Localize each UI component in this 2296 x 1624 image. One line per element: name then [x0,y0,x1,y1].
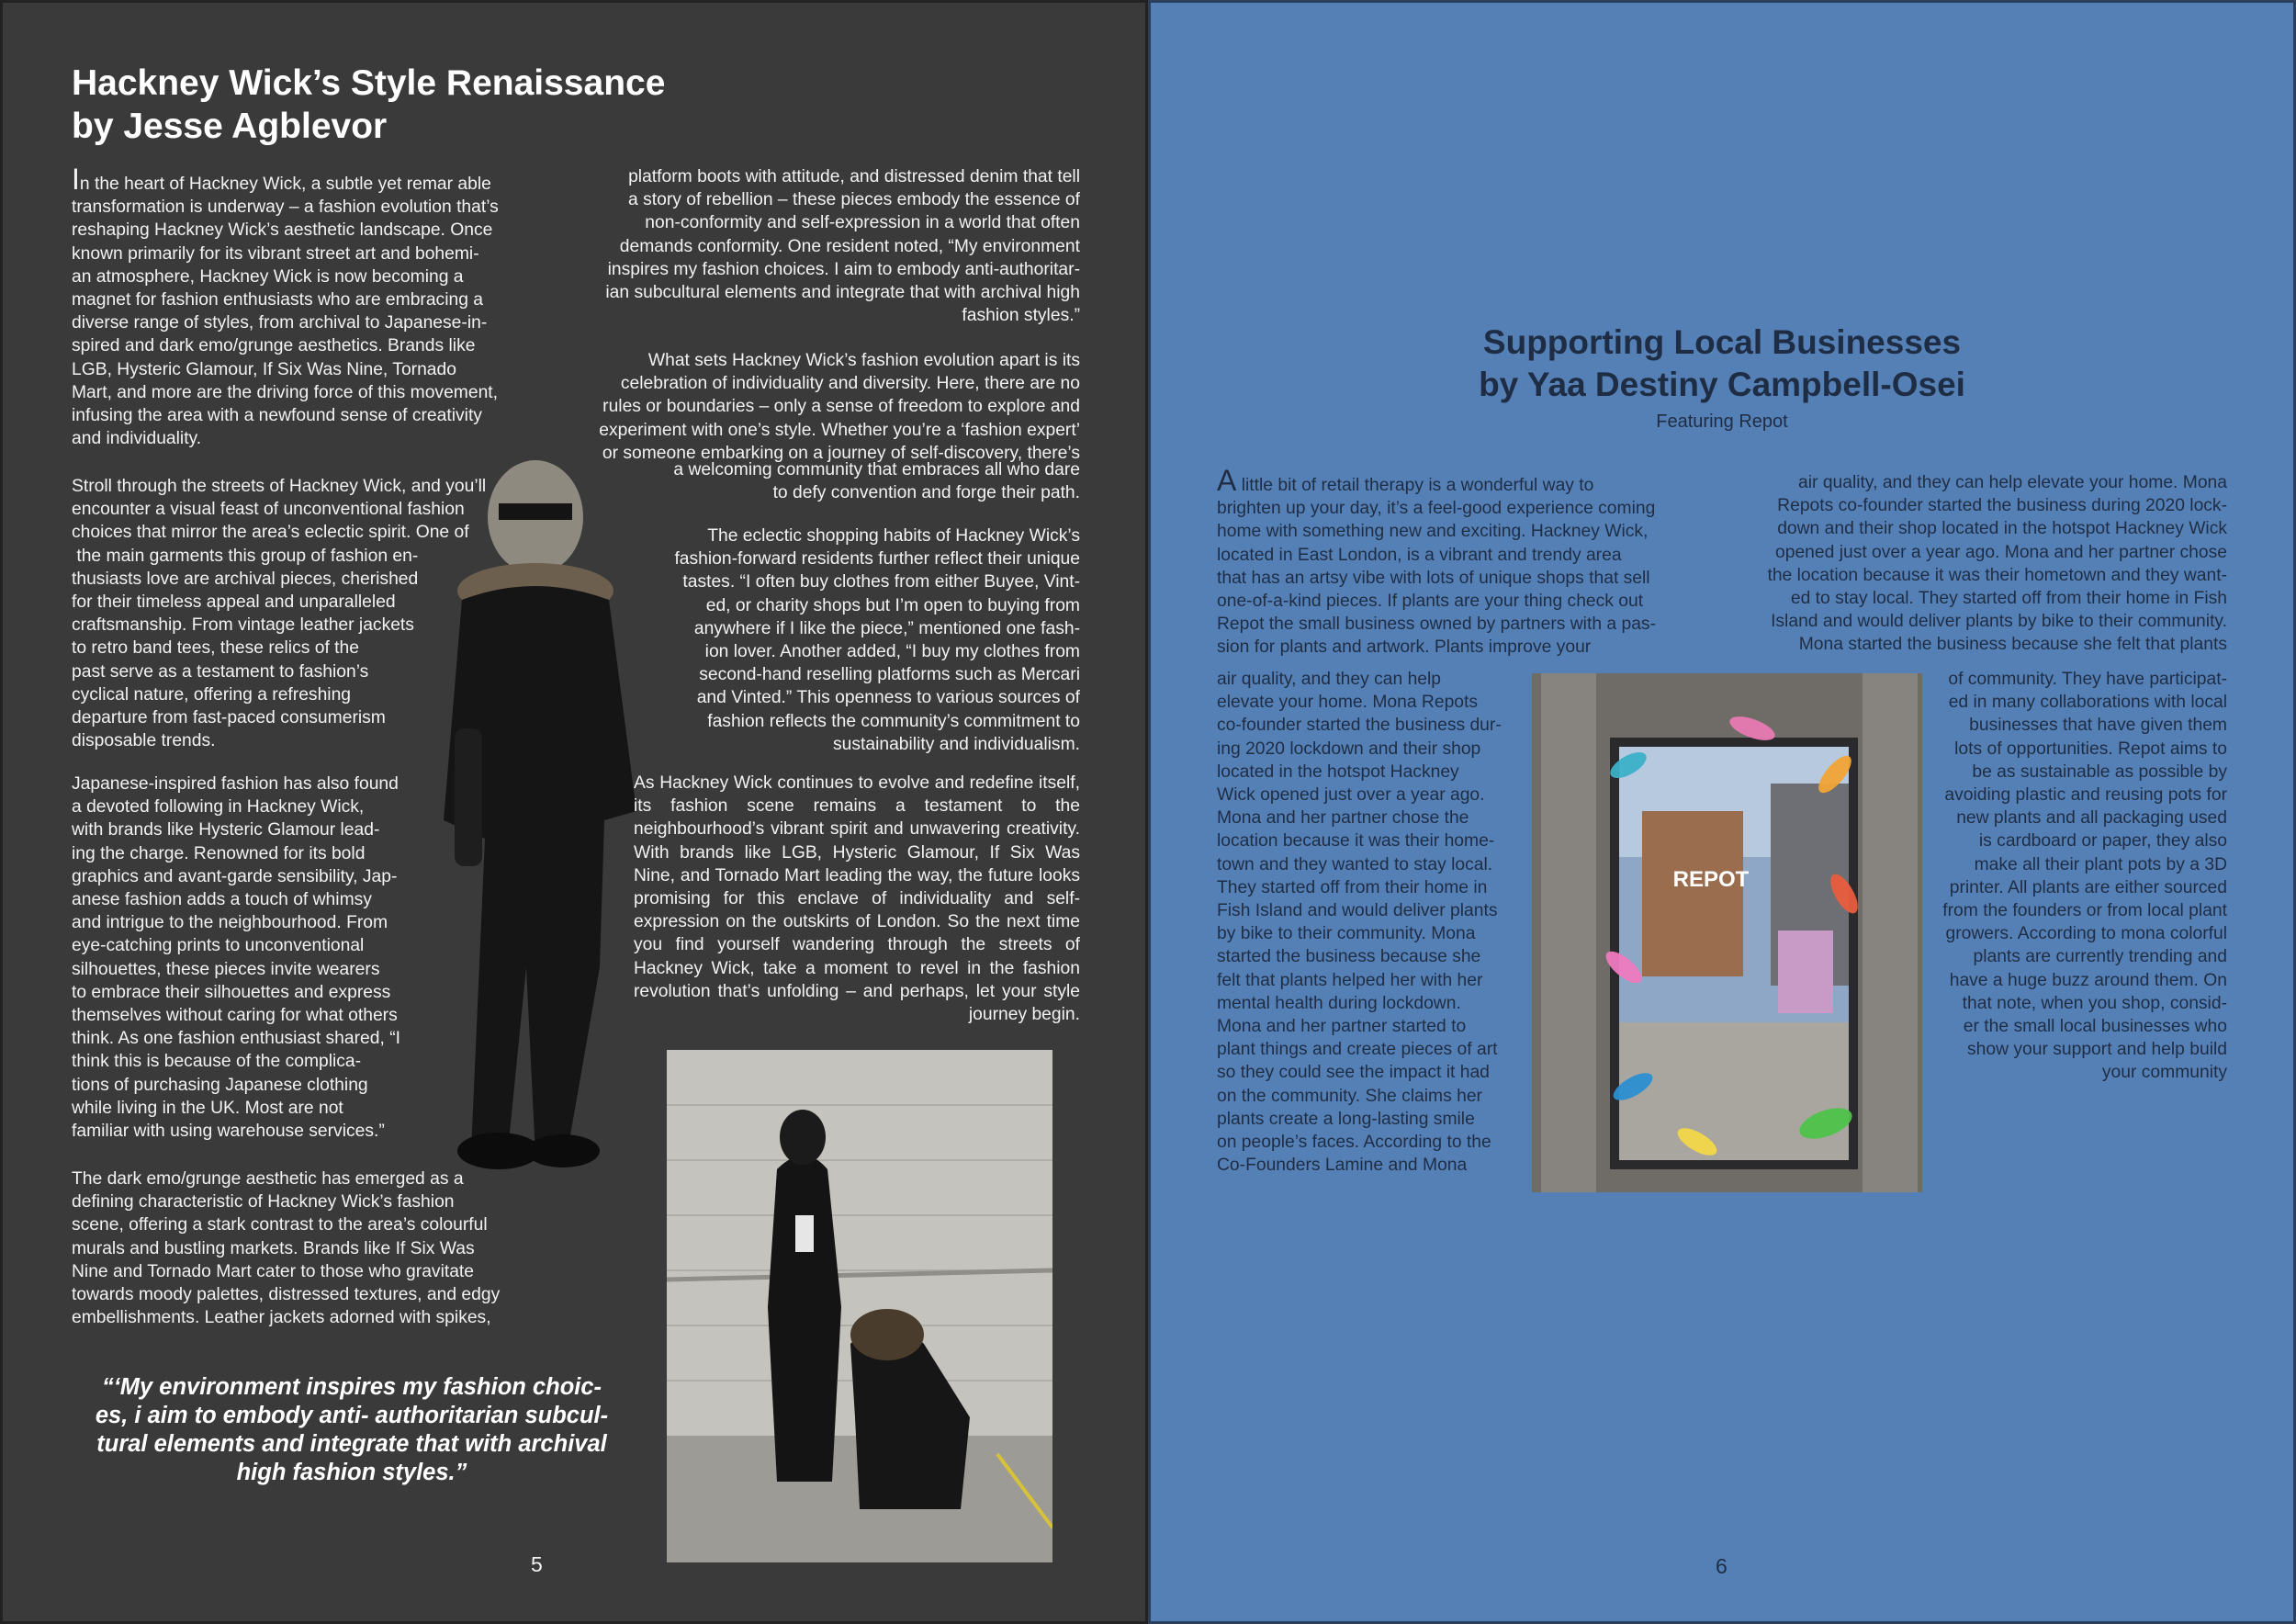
repot-shop-photo [1532,673,1922,1192]
right-col1-narrow-line: plants create a long-lasting smile [1217,1109,1475,1129]
right-col2-narrow-line: is cardboard or paper, they also [1978,831,2227,851]
right-col1-narrow-line: on the community. She claims her [1217,1086,1482,1106]
right-col1-narrow-line: Mona and her partner chose the [1217,808,1469,829]
right-col1-narrow-line: Mona and her partner started to [1217,1017,1467,1037]
left-col1-p3-line: eye-catching prints to unconventional [72,936,365,956]
right-col1-line: home with something new and exciting. Hackney Wick, [1217,522,1649,542]
left-col2-p3-line: fashion reflects the community’s commitment to [707,711,1080,731]
left-col2-p1-line: ian subcultural elements and integrate that with archival high [605,283,1080,303]
left-col1-p1-line: spired and dark emo/grunge aesthetics. Brands like [72,336,476,356]
right-col2-line: the location because it was their hometown and they want- [1767,565,2227,585]
left-col2-p2-line: celebration of individuality and diversity. Here, there are no [620,374,1080,394]
right-col1-line: Repot the small business owned by partners with a pas- [1217,615,1656,635]
left-col1-p3-line: themselves without caring for what others [72,1006,398,1026]
left-col2-p2-line: experiment with one’s style. Whether you’re a ‘fashion expert’ [599,420,1080,440]
article-title-2 [1148,321,2296,406]
left-col1-block4 [72,1167,549,1329]
right-col1-narrow-line: felt that plants helped her with her [1217,970,1483,990]
article-title-line1: Hackney Wick’s Style Renaissance [72,63,666,103]
right-col1-narrow-line: started the business because she [1217,947,1481,967]
left-col1-p3-line: while living in the UK. Most are not [72,1098,343,1118]
right-col1-narrow-line: elevate your home. Mona Repots [1217,693,1479,713]
left-col1-p3-line: Japanese-inspired fashion has also found [72,774,399,794]
right-col2-narrow-line: avoiding plastic and reusing pots for [1944,785,2227,806]
left-col2-p2-line: rules or boundaries – only a sense of freedom to explore and [602,397,1080,417]
left-col1-p2-line: for their timeless appeal and unparalleled [72,592,396,613]
right-col1-narrow-line: by bike to their community. Mona [1217,924,1476,944]
right-col1-narrow-line: They started off from their home in [1217,877,1488,897]
right-col2-narrow-line: growers. According to mona colorful [1945,924,2227,944]
right-col1-line: sion for plants and artwork. Plants improve your [1217,637,1592,658]
left-col2-p1-line: demands conformity. One resident noted, “My environment [619,236,1080,256]
right-col1-line: little bit of retail therapy is a wonderful way to [1236,476,1594,495]
right-col1-narrow-line: plant things and create pieces of art [1217,1040,1498,1060]
right-col1-narrow-line: Fish Island and would deliver plants [1217,901,1498,921]
left-col1-p2-line: cyclical nature, offering a refreshing [72,684,352,705]
pull-quote: “‘My environment inspires my fashion choic-es, i aim to embody anti- authoritarian subcul-tural elements and integrate that with archival high fashion styles.” [95,1374,609,1485]
left-col1-p3-line: graphics and avant-garde sensibility, Jap- [72,866,398,886]
right-col2-narrow-line: of community. They have participat- [1948,670,2227,689]
right-col1-narrow-line: so they could see the impact it had [1217,1063,1490,1083]
article-title [72,62,665,148]
right-col2-line: Repots co-founder started the business during 2020 lock- [1777,496,2227,516]
right-col2-narrow-line: be as sustainable as possible by [1972,761,2227,782]
right-col1-line: one-of-a-kind pieces. If plants are your thing check out [1217,592,1644,612]
right-col1-narrow-line: town and they wanted to stay local. [1217,854,1493,874]
left-col2-p1-line: a story of rebellion – these pieces embody the essence of [628,190,1080,210]
left-col1-p2-line: choices that mirror the area’s eclectic spirit. One of [72,523,469,543]
left-col2-block3 [600,524,1080,756]
right-col1-narrow-line: located in the hotspot Hackney [1217,761,1459,782]
left-col1-p1-line: transformation is underway – a fashion evolution that’s [72,197,499,218]
left-col1-p3-line: tions of purchasing Japanese clothing [72,1075,368,1095]
left-col1-p2-line: craftsmanship. From vintage leather jackets [72,615,414,636]
left-col1-p3-line: silhouettes, these pieces invite wearers [72,959,380,979]
left-col2-p1-line: platform boots with attitude, and distressed denim that tell [628,167,1080,186]
article-title-2-line1: Supporting Local Businesses [1482,323,1962,361]
left-col2-block2 [549,349,1080,465]
left-col2-p3-line: sustainability and individualism. [832,734,1080,754]
right-col2-narrow-line: show your support and help build [1967,1040,2227,1060]
right-col2-top [1708,471,2227,657]
left-col1-p4-line: scene, offering a stark contrast to the area’s colourful [72,1215,488,1235]
right-col1-narrow-line: mental health during lockdown. [1217,993,1461,1013]
right-col1-narrow-line: Wick opened just over a year ago. [1217,785,1485,806]
left-col2-p3-line: tastes. “I often buy clothes from either Buyee, Vint- [682,572,1080,592]
left-col2-block1 [549,165,1080,327]
left-col1-p3-line: to embrace their silhouettes and express [72,982,391,1002]
left-col1-p4-line: murals and bustling markets. Brands like If Six Was [72,1238,475,1258]
right-col1-narrow-line: on people’s faces. According to the [1217,1133,1491,1153]
right-col1-narrow-line: co-founder started the business dur- [1217,716,1502,736]
right-col2-narrow-line: your community [2101,1063,2227,1083]
left-col2-p3-line: ion lover. Another added, “I buy my clothes from [704,642,1080,662]
article-byline-2: by Yaa Destiny Campbell-Osei [1479,366,1965,403]
left-col1-p1-line: Mart, and more are the driving force of this movement, [72,382,499,402]
right-col1-narrow [1217,668,1529,1177]
right-col1-top [1217,464,1704,660]
left-col1-p1-line: diverse range of styles, from archival to Japanese-in- [72,313,488,333]
left-col2-p2b-line: to defy convention and forge their path. [772,483,1080,503]
left-col1-p2-line: encounter a visual feast of unconventional fashion [72,500,465,520]
left-col2-p1-line: inspires my fashion choices. I aim to embody anti-authoritar- [607,259,1080,279]
left-col2-p3-line: ed, or charity shops but I’m open to buying from [705,595,1080,615]
dropcap-2: A [1217,464,1237,497]
left-col2-p2-line: or someone embarking on a journey of self-discovery, there’s [602,443,1080,463]
right-col2-line: Mona started the business because she felt that plants [1798,635,2227,655]
right-col2-narrow-line: from the founders or from local plant [1942,901,2227,921]
right-col2-narrow-line: plants are currently trending and [1973,947,2227,967]
left-col1-p2-line: past serve as a testament to fashion’s [72,661,369,682]
left-col1-p3-line: think. As one fashion enthusiast shared, “I [72,1029,400,1049]
right-col2-narrow-line: have a huge buzz around them. On [1949,970,2227,990]
left-col1-p2-line: thusiasts love are archival pieces, cherished [72,569,419,589]
left-col1-p3-line: ing the charge. Renowned for its bold [72,843,366,863]
left-col2-p3-line: The eclectic shopping habits of Hackney Wick’s [707,526,1080,546]
right-col2-line: Island and would deliver plants by bike to their community. [1771,612,2227,632]
left-col1-p1-line: reshaping Hackney Wick’s aesthetic landscape. Once [72,220,493,241]
left-col1-p3-line: think this is because of the complica- [72,1052,362,1072]
right-col1-line: brighten up your day, it’s a feel-good experience coming [1217,499,1656,519]
right-col2-narrow-line: that note, when you shop, consid- [1962,993,2227,1013]
right-col1-line: that has an artsy vibe with lots of unique shops that sell [1217,568,1650,588]
left-col1-p2-line: Stroll through the streets of Hackney Wick, and you’ll [72,477,487,496]
right-col2-line: air quality, and they can help elevate your home. Mona [1798,473,2227,492]
left-col1-p3-line: and intrigue to the neighbourhood. From [72,913,388,933]
right-col2-narrow-line: new plants and all packaging used [1956,808,2227,829]
left-col2-p3-line: second-hand reselling platforms such as Mercari [699,665,1080,685]
left-col2-final-paragraph: As Hackney Wick continues to evolve and redefine itself, its fashion scene remains a testament to the neighbourhood’s vibrant spirit and unwavering creativity. With brands like LGB, Hysteric Glamour, If Six Was Nine, and Tornado Mart leading the way, the future looks promising for this enclave of individuality and self-expression on the outskirts of London. So the next time you find yourself wandering through the streets of Hackney Wick, take a moment to revel in the fashion revolution that’s unfolding – and perhaps, let your style journey begin. [634,773,1080,1025]
left-col1-p3-line: with brands like Hysteric Glamour lead- [72,820,380,840]
article-subtitle: Featuring Repot [1656,412,1788,432]
right-col1-narrow-line: location because it was their home- [1217,831,1495,851]
left-col1-p3-line: a devoted following in Hackney Wick, [72,797,365,818]
page-number: 5 [531,1552,543,1576]
dropcap: I [72,163,80,196]
right-col2-line: opened just over a year ago. Mona and her partner chose [1775,542,2227,562]
left-col2-p2b-line: a welcoming community that embraces all who dare [673,460,1080,479]
left-col1-p1-line: magnet for fashion enthusiasts who are embracing a [72,290,484,310]
right-col2-narrow-line: ed in many collaborations with local [1948,693,2227,713]
repot-sign: REPOT [1672,867,1750,892]
left-col1-p1-line: infusing the area with a newfound sense of creativity [72,406,482,426]
page-number-2: 6 [1716,1554,1728,1578]
left-col2-p3-line: anywhere if I like the piece,” mentioned one fash- [693,618,1080,638]
left-col2-p3-line: fashion-forward residents further reflect their unique [674,549,1080,570]
left-col1-block1 [72,163,549,450]
left-col1-p2-line: departure from fast-paced consumerism [72,708,386,728]
left-col1-p4-line: defining characteristic of Hackney Wick’s fashion [72,1192,455,1212]
two-people-photo [667,1050,1052,1562]
left-col1-p4-line: The dark emo/grunge aesthetic has emerged as a [72,1169,464,1189]
right-col2-narrow-line: er the small local businesses who [1963,1017,2227,1037]
left-col2-p1-line: non-conformity and self-expression in a world that often [645,213,1080,233]
right-col2-narrow [1919,668,2227,1085]
left-col1-p1-line: LGB, Hysteric Glamour, If Six Was Nine, Tornado [72,359,456,379]
right-col1-narrow-line: Co-Founders Lamine and Mona [1217,1156,1468,1176]
left-col1-p2-line: to retro band tees, these relics of the [72,638,359,659]
left-col2-p1-line: fashion styles.” [962,306,1080,326]
left-col1-p1-line: and individuality. [72,429,202,449]
left-col2-p2-line: What sets Hackney Wick’s fashion evolution apart is its [647,351,1080,370]
right-col2-narrow-line: make all their plant pots by a 3D [1974,854,2227,874]
right-col1-narrow-line: ing 2020 lockdown and their shop [1217,739,1481,759]
right-col2-line: down and their shop located in the hotspot Hackney Wick [1777,519,2227,539]
right-col1-line: located in East London, is a vibrant and trendy area [1217,545,1622,565]
left-col1-p1-line: n the heart of Hackney Wick, a subtle yet remar able [79,175,491,194]
article-byline: by Jesse Agblevor [72,107,388,146]
right-col1-narrow-line: air quality, and they can help [1217,670,1442,689]
right-col2-narrow-line: printer. All plants are either sourced [1949,877,2227,897]
left-col1-p1-line: known primarily for its vibrant street art and bohemi- [72,243,479,264]
left-col1-p1-line: an atmosphere, Hackney Wick is now becoming a [72,266,464,287]
right-col2-line: ed to stay local. They started off from their home in Fish [1790,589,2227,609]
left-col2-block2b [549,458,1080,504]
left-col1-p4-line: towards moody palettes, distressed textures, and edgy [72,1285,501,1305]
left-col2-p3-line: and Vinted.” This openness to various sources of [696,688,1080,708]
left-col1-p3-line: anese fashion adds a touch of whimsy [72,890,372,910]
left-col1-p3-line: familiar with using warehouse services.” [72,1122,385,1142]
left-col1-p2-line: disposable trends. [72,731,216,751]
left-col1-p4-line: embellishments. Leather jackets adorned with spikes, [72,1308,491,1328]
right-col2-narrow-line: businesses that have given them [1969,716,2227,736]
left-col1-p4-line: Nine and Tornado Mart cater to those who gravitate [72,1261,475,1281]
right-col2-narrow-line: lots of opportunities. Repot aims to [1954,739,2227,759]
left-col1-p2-line: the main garments this group of fashion en- [72,546,419,566]
